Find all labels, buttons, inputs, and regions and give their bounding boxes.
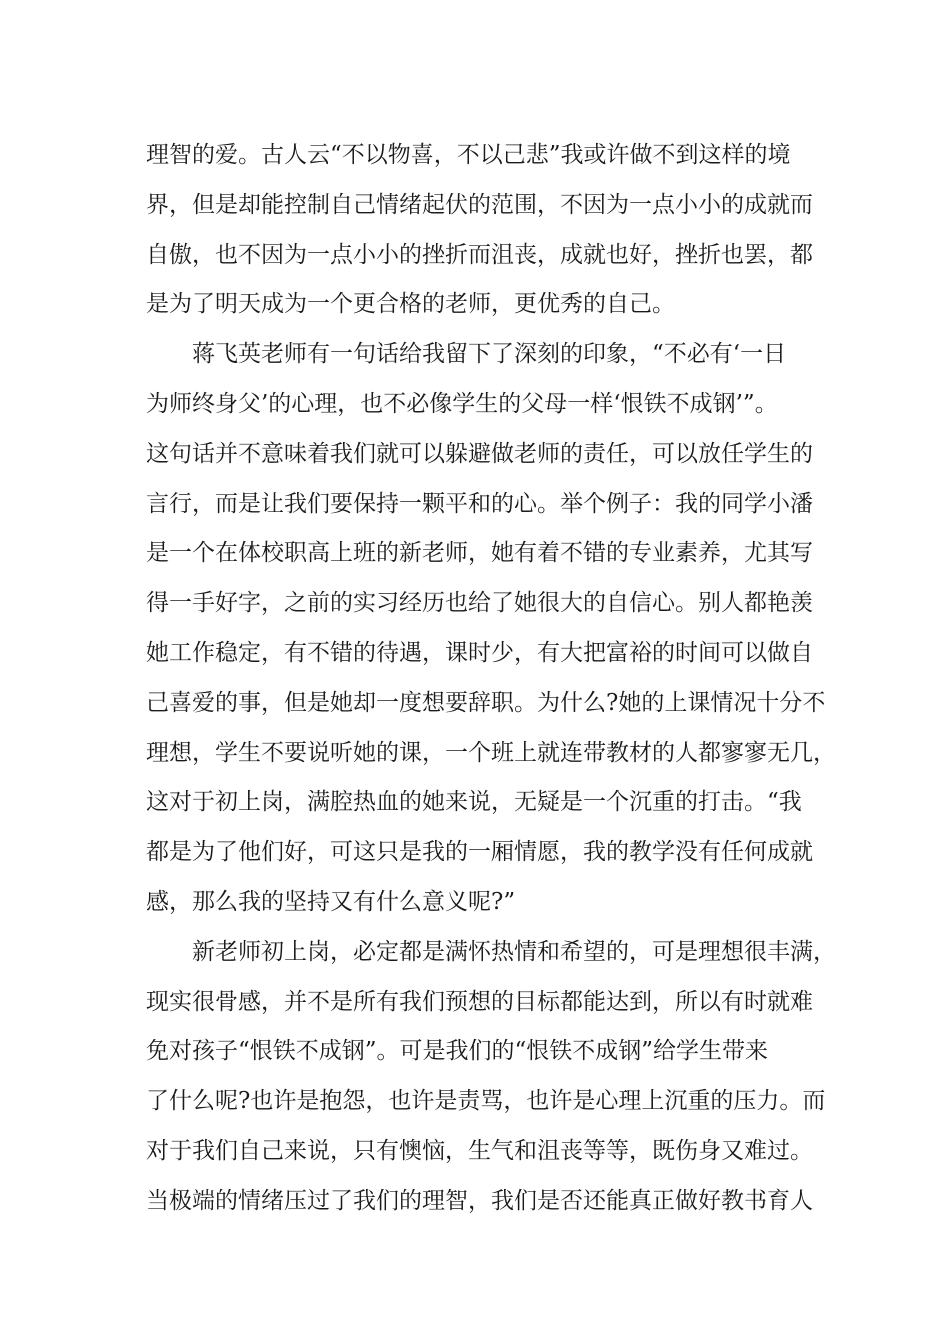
text-line: 是为了明天成为一个更合格的老师，更优秀的自己。 [146, 291, 675, 318]
text-line: 免对孩子“恨铁不成钢”。可是我们的“恨铁不成钢”给学生带来 [146, 1038, 769, 1065]
text-line: 了什么呢?也许是抱怨，也许是责骂，也许是心理上沉重的压力。而 [146, 1088, 826, 1115]
text-line: 对于我们自己来说，只有懊恼，生气和沮丧等等，既伤身又难过。 [146, 1137, 813, 1164]
text-line: 是一个在体校职高上班的新老师，她有着不错的专业素养，尤其写 [146, 540, 813, 567]
text-line: 这对于初上岗，满腔热血的她来说，无疑是一个沉重的打击。“我 [146, 789, 802, 816]
paragraph-start-line: 蒋飞英老师有一句话给我留下了深刻的印象，“不必有‘一日 [192, 341, 787, 368]
text-line: 理智的爱。古人云“不以物喜，不以己悲”我或许做不到这样的境 [146, 142, 791, 168]
text-line: 界，但是却能控制自己情绪起伏的范围，不因为一点小小的成就而 [146, 191, 813, 218]
text-line: 都是为了他们好，可这只是我的一厢情愿，我的教学没有任何成就 [146, 839, 813, 866]
paragraph-start-line: 新老师初上岗，必定都是满怀热情和希望的，可是理想很丰满， [192, 938, 836, 965]
text-line: 自傲，也不因为一点小小的挫折而沮丧，成就也好，挫折也罢，都 [146, 241, 813, 268]
text-line: 理想，学生不要说听她的课，一个班上就连带教材的人都寥寥无几， [146, 739, 836, 766]
text-line: 得一手好字，之前的实习经历也给了她很大的自信心。别人都艳羡 [146, 590, 813, 617]
text-line: 己喜爱的事，但是她却一度想要辞职。为什么?她的上课情况十分不 [146, 689, 826, 716]
text-line: 感，那么我的坚持又有什么意义呢?” [146, 888, 516, 915]
text-line: 言行，而是让我们要保持一颗平和的心。举个例子：我的同学小潘 [146, 490, 813, 517]
text-line: 她工作稳定，有不错的待遇，课时少，有大把富裕的时间可以做自 [146, 639, 813, 666]
text-line: 现实很骨感，并不是所有我们预想的目标都能达到，所以有时就难 [146, 988, 813, 1015]
document-body [146, 131, 836, 1227]
text-line: 当极端的情绪压过了我们的理智，我们是否还能真正做好教书育人 [146, 1187, 813, 1214]
text-line: 为师终身父’的心理，也不必像学生的父母一样‘恨铁不成钢’”。 [146, 390, 778, 417]
text-line: 这句话并不意味着我们就可以躲避做老师的责任，可以放任学生的 [146, 440, 813, 467]
